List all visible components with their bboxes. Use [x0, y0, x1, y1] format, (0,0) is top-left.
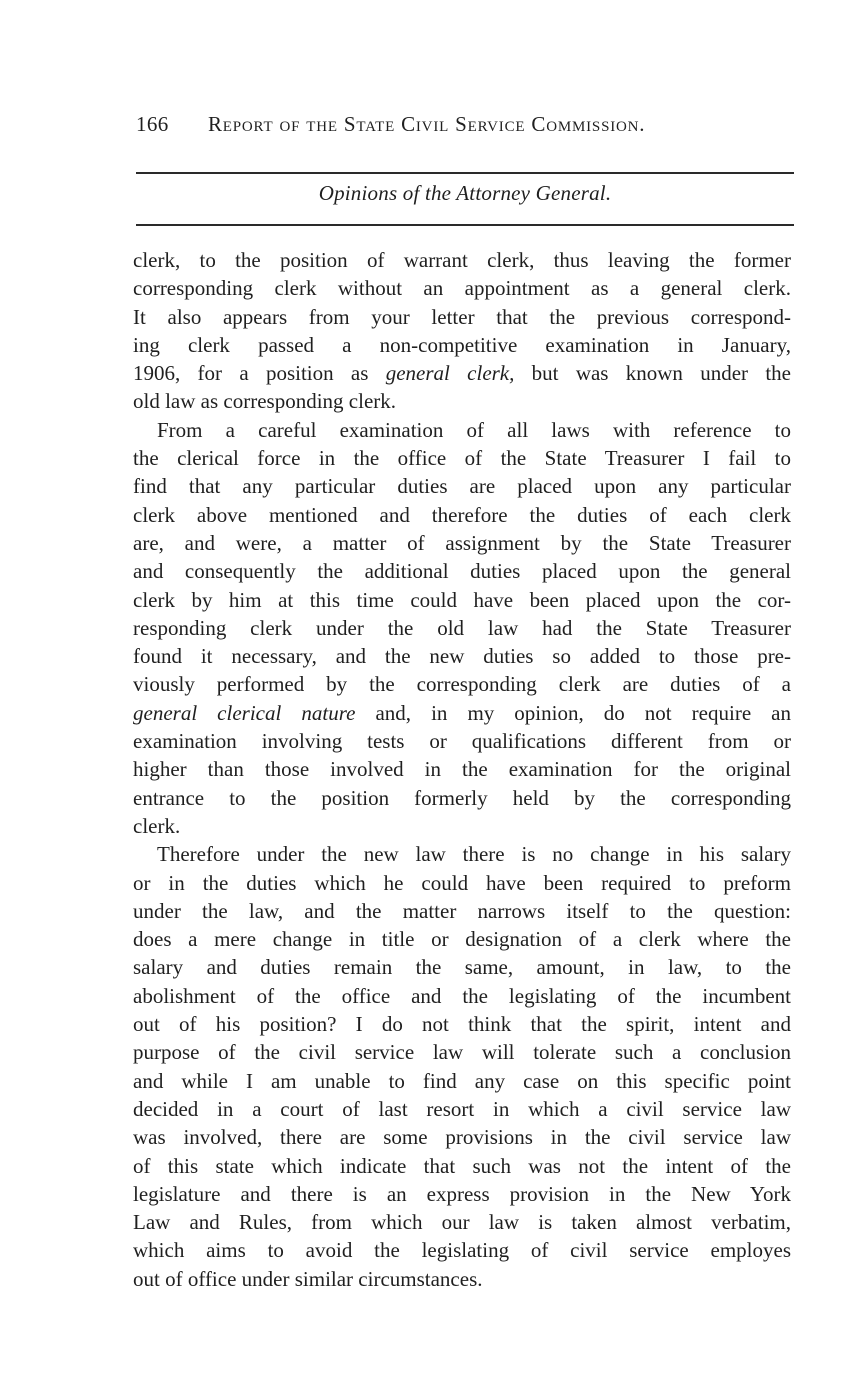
- text-line: of this state which indicate that such was not the intent of the: [133, 1153, 791, 1178]
- heading-top-rule: [136, 172, 794, 174]
- text-line-mixed: [133, 699, 791, 727]
- text-line: does a mere change in title or designation of a clerk where the: [133, 927, 791, 952]
- text-line: entrance to the position formerly held by the corresponding: [133, 785, 791, 810]
- text-line: find that any particular duties are placed upon any particular: [133, 474, 791, 499]
- text-line: ing clerk passed a non-competitive examination in January,: [133, 332, 791, 357]
- text-line: out of office under similar circumstances.: [133, 1266, 483, 1291]
- text-line: legislature and there is an express provision in the New York: [133, 1181, 791, 1206]
- text-line: Therefore under the new law there is no change in his salary: [157, 842, 791, 867]
- text-line: the clerical force in the office of the State Treasurer I fail to: [133, 446, 791, 471]
- text-line: old law as corresponding clerk.: [133, 389, 397, 414]
- heading-bottom-rule: [136, 224, 794, 226]
- text-line: found it necessary, and the new duties so added to those pre-: [133, 644, 791, 669]
- text-line: and while I am unable to find any case on this specific point: [133, 1068, 791, 1093]
- text-run: and, in my opinion, do not require an: [355, 700, 791, 725]
- text-line: higher than those involved in the examination for the original: [133, 757, 791, 782]
- text-line: purpose of the civil service law will tolerate such a conclusion: [133, 1040, 791, 1065]
- text-line: and consequently the additional duties placed upon the general: [133, 559, 791, 584]
- text-line: was involved, there are some provisions in the civil service law: [133, 1125, 791, 1150]
- text-line: corresponding clerk without an appointment as a general clerk.: [133, 276, 791, 301]
- text-line: salary and duties remain the same, amount, in law, to the: [133, 955, 791, 980]
- italic-term: general clerk,: [385, 361, 515, 386]
- section-heading: Opinions of the Attorney General.: [318, 181, 612, 205]
- italic-term: general clerical nature: [133, 700, 356, 725]
- text-line: out of his position? I do not think that the spirit, intent and: [133, 1012, 791, 1037]
- paragraph-3: [133, 840, 791, 1293]
- text-line: clerk.: [133, 813, 181, 838]
- text-line: are, and were, a matter of assignment by the State Treasurer: [133, 530, 791, 555]
- text-line: Law and Rules, from which our law is taken almost verbatim,: [133, 1210, 791, 1235]
- text-line: under the law, and the matter narrows itself to the question:: [133, 898, 791, 923]
- text-line: responding clerk under the old law had the State Treasurer: [133, 615, 791, 640]
- text-line: examination involving tests or qualifications different from or: [133, 729, 791, 754]
- text-line: viously performed by the corresponding clerk are duties of a: [133, 672, 791, 697]
- text-line: It also appears from your letter that the previous correspond-: [133, 304, 791, 329]
- text-line-mixed: [133, 359, 791, 387]
- paragraph-1: [133, 246, 791, 416]
- text-run: 1906, for a position as: [133, 361, 386, 386]
- paragraph-2: [133, 416, 791, 840]
- body-text: [133, 246, 791, 1293]
- running-head: [136, 112, 796, 142]
- text-line: From a careful examination of all laws with reference to: [157, 417, 791, 442]
- text-line: which aims to avoid the legislating of civil service employes: [133, 1238, 791, 1263]
- report-title: Report of the State Civil Service Commission.: [208, 112, 646, 136]
- text-line: clerk, to the position of warrant clerk, thus leaving the former: [133, 248, 791, 272]
- text-line: or in the duties which he could have been required to preform: [133, 870, 791, 895]
- text-line: clerk above mentioned and therefore the duties of each clerk: [133, 502, 791, 527]
- text-run: but was known under the: [514, 361, 791, 386]
- page-number: 166: [136, 112, 169, 136]
- text-line: abolishment of the office and the legislating of the incumbent: [133, 983, 791, 1008]
- text-line: clerk by him at this time could have been placed upon the cor-: [133, 587, 791, 612]
- text-line: decided in a court of last resort in which a civil service law: [133, 1096, 791, 1121]
